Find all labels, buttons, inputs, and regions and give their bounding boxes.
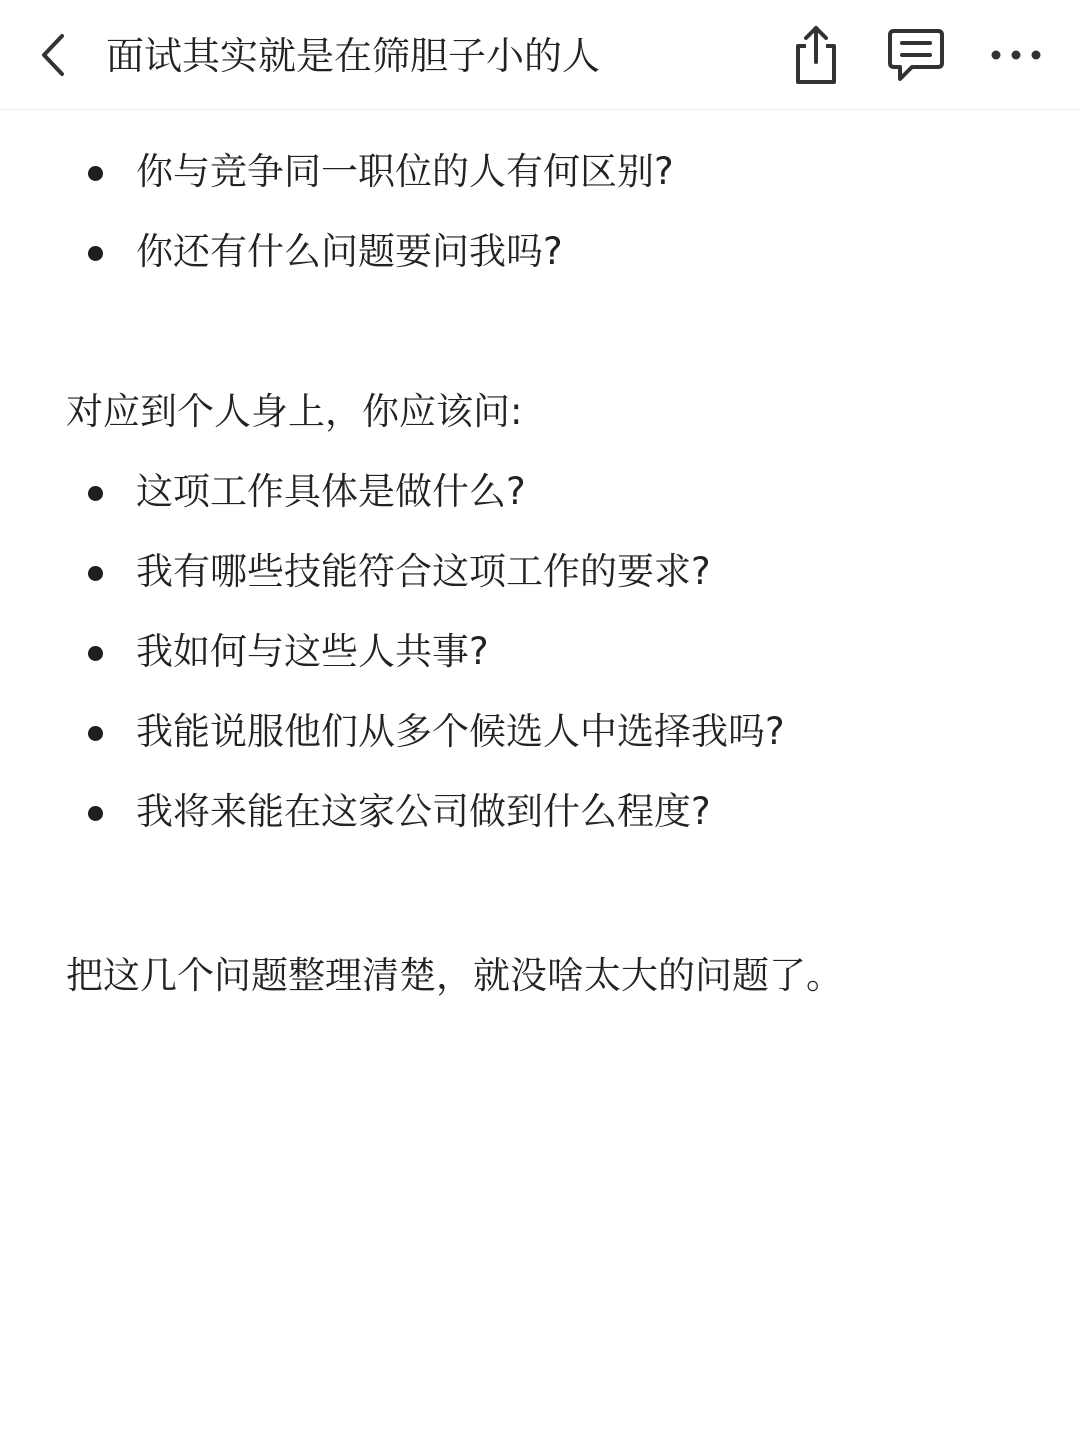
list-item-text: 我能说服他们从多个候选人中选择我吗? (136, 710, 785, 753)
list-item (0, 702, 1080, 762)
list-item (0, 462, 1080, 522)
bullet-icon (88, 166, 103, 181)
list-item-text: 你与竞争同一职位的人有何区别? (136, 150, 674, 193)
list-item (0, 222, 1080, 282)
page-title: 面试其实就是在筛胆子小的人 (106, 34, 601, 78)
list-item (0, 542, 1080, 602)
more-horizontal-icon (986, 45, 1046, 65)
share-button[interactable] (781, 20, 851, 90)
paragraph: 对应到个人身上，你应该问: (66, 390, 523, 433)
comment-button[interactable] (881, 20, 951, 90)
bullet-icon (88, 246, 103, 261)
list-item (0, 622, 1080, 682)
list-item-text: 你还有什么问题要问我吗? (136, 230, 563, 273)
list-item (0, 142, 1080, 202)
bullet-icon (88, 726, 103, 741)
list-item-text: 这项工作具体是做什么? (136, 470, 526, 513)
list-item-text: 我将来能在这家公司做到什么程度? (136, 790, 711, 833)
bullet-icon (88, 486, 103, 501)
list-item-text: 我如何与这些人共事? (136, 630, 489, 673)
list-item (0, 782, 1080, 842)
back-button[interactable] (22, 22, 82, 88)
comment-icon (886, 25, 946, 85)
more-button[interactable] (981, 20, 1051, 90)
share-icon (788, 24, 844, 86)
chevron-left-icon (32, 30, 72, 80)
bullet-icon (88, 806, 103, 821)
paragraph: 把这几个问题整理清楚，就没啥太大的问题了。 (66, 954, 843, 997)
list-item-text: 我有哪些技能符合这项工作的要求? (136, 550, 711, 593)
top-bar (0, 0, 1080, 110)
bullet-icon (88, 646, 103, 661)
bullet-icon (88, 566, 103, 581)
